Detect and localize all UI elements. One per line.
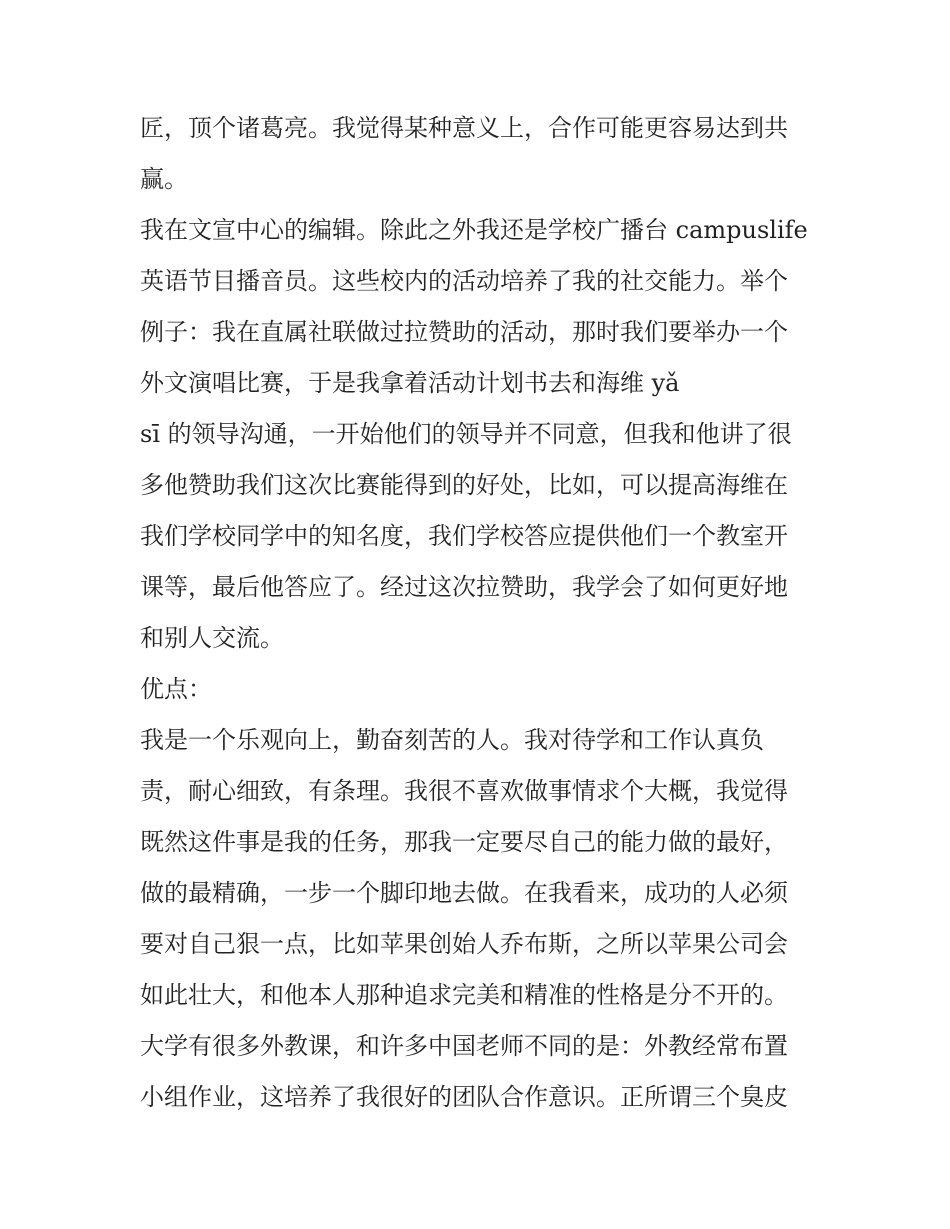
text-line: 我们学校同学中的知名度，我们学校答应提供他们一个教室开 [140, 522, 788, 550]
text-line: 匠，顶个诸葛亮。我觉得某种意义上，合作可能更容易达到共 [140, 114, 788, 142]
text-line: 和别人交流。 [140, 624, 284, 652]
text-line: 小组作业，这培养了我很好的团队合作意识。正所谓三个臭皮 [140, 1083, 788, 1111]
text-line: 我是一个乐观向上，勤奋刻苦的人。我对待学和工作认真负 [140, 726, 764, 754]
section-heading-advantages: 优点： [140, 675, 212, 703]
text-line: 要对自己狠一点，比如苹果创始人乔布斯，之所以苹果公司会 [140, 930, 788, 958]
text-line: 英语节目播音员。这些校内的活动培养了我的社交能力。举个 [140, 267, 788, 295]
text-line: 多他赞助我们这次比赛能得到的好处，比如，可以提高海维在 [140, 471, 788, 499]
text-line: 赢。 [140, 165, 188, 193]
text-line: sī 的领导沟通，一开始他们的领导并不同意，但我和他讲了很 [140, 420, 792, 448]
text-line: 责，耐心细致，有条理。我很不喜欢做事情求个大概，我觉得 [140, 777, 788, 805]
text-line: 我在文宣中心的编辑。除此之外我还是学校广播台 campuslife [140, 216, 808, 244]
text-line: 外文演唱比赛，于是我拿着活动计划书去和海维 yǎ [140, 369, 680, 397]
text-line: 课等，最后他答应了。经过这次拉赞助，我学会了如何更好地 [140, 573, 788, 601]
text-line: 做的最精确，一步一个脚印地去做。在我看来，成功的人必须 [140, 879, 788, 907]
document-body [140, 103, 820, 1123]
text-line: 如此壮大，和他本人那种追求完美和精准的性格是分不开的。 [140, 981, 788, 1009]
text-line: 既然这件事是我的任务，那我一定要尽自己的能力做的最好， [140, 828, 788, 856]
text-line: 例子：我在直属社联做过拉赞助的活动，那时我们要举办一个 [140, 318, 788, 346]
text-line: 大学有很多外教课，和许多中国老师不同的是：外教经常布置 [140, 1032, 788, 1060]
